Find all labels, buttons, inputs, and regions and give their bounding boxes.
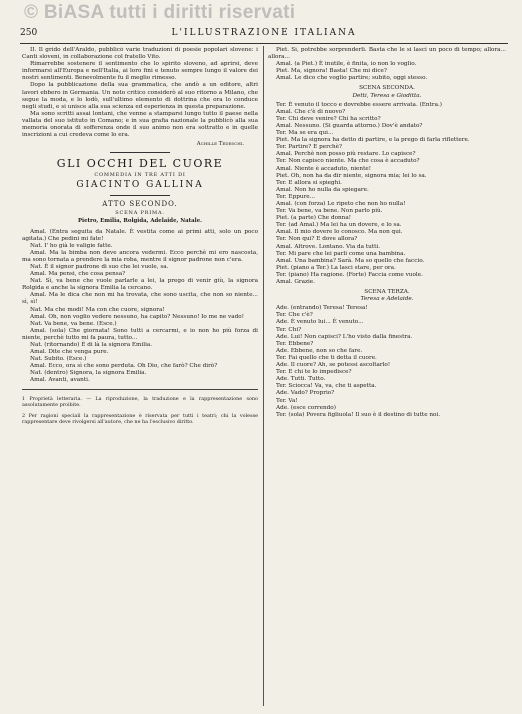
dialogue-line: Amal. (a Piet.) È inutile, è finita, io non lo voglio. bbox=[276, 61, 417, 68]
dialogue-line: Ter. Va bene, va bene. Non parlo più. bbox=[276, 208, 383, 215]
scene-three-dialogue bbox=[268, 305, 506, 419]
left-column bbox=[22, 47, 258, 706]
dialogue-line: Nat. È il signor padrone di suo che lei vuole, sa. bbox=[30, 263, 169, 270]
dialogue-line: Amal. Che c'è di nuovo? bbox=[276, 108, 346, 115]
header-rule bbox=[20, 43, 508, 44]
dialogue-line: Amal. Altrove. Lontano. Via da tutti. bbox=[276, 243, 381, 250]
dialogue-line: Amal. Ma le dica che non mi ha trovata, che sono uscita, che non so niente... sì, sì! bbox=[22, 292, 258, 306]
dialogue-line: Amal. Una bambina? Sarà. Ma so quello che faccio. bbox=[276, 257, 425, 264]
dialogue-line: Ter. (sola) Povera figliuola! Il suo è il destino di tutte noi. bbox=[276, 411, 441, 418]
section-divider bbox=[110, 195, 170, 196]
dialogue-line: Amal. Ecco, ora sì che sono perduta. Oh Dio, che farò? Che dirò? bbox=[30, 363, 218, 370]
dialogue-line: Ter. Ebbene? bbox=[276, 340, 314, 347]
dialogue-line: Ade. Tutti. Tutto. bbox=[276, 376, 326, 383]
dialogue-line: Nat. Ma che modi! Ma con che cuore, signora! bbox=[30, 306, 165, 313]
article-intro bbox=[22, 47, 258, 139]
dialogue-line: Amal. Nessuno. (Si guarda attorno.) Dov'è andato? bbox=[276, 122, 423, 129]
dialogue-line: Nat. (dentro) Signora, la signora Emilia. bbox=[30, 370, 147, 377]
scene-two-heading: SCENA SECONDA. bbox=[359, 85, 415, 92]
dialogue-line: Ter. Va! bbox=[276, 397, 298, 404]
footnote: 1 Proprietà letteraria. — La riproduzione, la traduzione e la rappresentazione sono assolutamente proibite. bbox=[22, 396, 258, 409]
intro-paragraph: Dopo la pubblicazione della sua grammatica, che andò a un editore, altri lavori ebbero in Germania. Un noto critico considerò al suo ritorno a Milano, che segue la moda, e lo lodò, sull'ultimo elemento di dottrina che ora lo conduce negli studi, e si unisce alla sua scienza ed esperienza in questa preparazione. bbox=[22, 82, 258, 110]
intro-paragraph: Ma sono scritti assai lontani, che venne a stamparsi lungo tutto il paese nella vallata del suo istituto in Comano; e in sua grafia nazionale la pubblicò alla sua memoria onorata di sofferenza onde il suo animo non era sottratto e in quelle inscrizioni a cui credeva come lo era. bbox=[22, 110, 258, 139]
page-header bbox=[20, 28, 508, 42]
dialogue-line: Ade. (esce correndo) bbox=[276, 404, 336, 411]
dialogue-line: Amal. Non ho nulla da spiegare. bbox=[276, 186, 369, 193]
dialogue-line: Ade. Il cuore? Ah, se potessi ascoltarlo! bbox=[276, 362, 391, 369]
scene-two-cast: Detti, Teresa e Gioditta. bbox=[352, 92, 422, 99]
intro-paragraph: II. Il grido dell'Araldo, pubblicò varie traduzioni di poesie popolari slovene: i Canti sloveni, in collaborazione col fratello Vito. bbox=[22, 47, 258, 61]
dialogue-line: Amal. Dite che venga pure. bbox=[30, 349, 109, 356]
opening-dialogue bbox=[268, 47, 506, 82]
dialogue-line: Piet. Ma la signora ha detto di partire, e la prego di farla riflettere. bbox=[276, 137, 470, 144]
dialogue-line: Ter. Non qui? E dove allora? bbox=[276, 236, 358, 243]
dialogue-line: Piet. Ma, signora! Basta! Che mi dice? bbox=[276, 68, 387, 75]
scene-three-heading: SCENA TERZA. bbox=[364, 289, 410, 296]
dialogue-line: Amal. Oh, non voglio vedere nessuno, ha capito? Nessuno! Io me ne vado! bbox=[30, 313, 245, 320]
dialogue-line: Ade. È venuto lui... È venuto... bbox=[276, 319, 364, 326]
play-author: GIACINTO GALLINA bbox=[76, 180, 204, 191]
dialogue-line: Ter. È venuto il tocco e dovrebbe essere arrivata. (Entra.) bbox=[276, 101, 443, 108]
dialogue-line: Nat. I' ho già le valigie fatte. bbox=[30, 242, 113, 249]
right-column bbox=[268, 47, 506, 706]
dialogue-line: Ter. E chi te lo impedisce? bbox=[276, 369, 352, 376]
dialogue-line: Nat. Subito. (Esce.) bbox=[30, 356, 87, 363]
scene-cast: Pietro, Emilia, Rolgida, Adelaide, Natale. bbox=[77, 218, 203, 225]
dialogue-line: Amal. Perchè non posso più restare. Lo capisce? bbox=[276, 151, 416, 158]
dialogue-line: Ter. Chi? bbox=[276, 326, 302, 333]
dialogue-line: Ter. Ma se era qui... bbox=[276, 130, 334, 137]
dialogue-line: Ade. Lui! Non capisci? L'ho visto dalla finestra. bbox=[276, 333, 413, 340]
dialogue-line: Ter. Fai quello che ti detta il cuore. bbox=[276, 354, 377, 361]
page-number: 250 bbox=[20, 28, 38, 38]
scene-heading: SCENA PRIMA. bbox=[115, 210, 165, 217]
scene-three-cast: Teresa e Adelaide. bbox=[360, 296, 414, 303]
dialogue-line: Amal. (con forza) Le ripeto che non ho nulla! bbox=[276, 200, 406, 207]
dialogue-line: Amal. Ma pensi, che cosa pensa? bbox=[30, 271, 126, 278]
dialogue-line: Amal. (Entra seguita da Natale. È vestita come ai primi atti, solo un poco agitata.) Che pedini mi fate! bbox=[22, 228, 258, 242]
dialogue-line: Amal. Grazie. bbox=[276, 279, 315, 285]
dialogue-line: Ter. (piano) Ha ragione. (Forte) Faccia come vuole. bbox=[276, 271, 423, 278]
dialogue-line: Nat. Sì, va bene che vuole parlarle a lei, la prego di venir giù, la signora Rolgida e anche la signora Emilia la cercano. bbox=[22, 278, 258, 292]
section-divider bbox=[110, 152, 170, 153]
dialogue-line: Piet. Sì, potrebbe sorprenderli. Basta che le si lasci un poco di tempo; allora... allora... bbox=[268, 47, 506, 61]
column-divider bbox=[263, 46, 264, 706]
play-title: GLI OCCHI DEL CUORE bbox=[56, 157, 224, 171]
dialogue-line: Ter. Partire? E perchè? bbox=[276, 144, 343, 151]
dialogue-line: Piet. Oh, non ha da dir niente, signora mia; lei lo sa. bbox=[276, 172, 427, 179]
dialogue-line: Ter. Sciocca! Va, va, che ti aspetta. bbox=[276, 383, 377, 390]
dialogue-line: Nat. (ritornando) È di là la signora Emilia. bbox=[30, 342, 153, 348]
watermark: © BiASA tutti i diritti riservati bbox=[24, 2, 296, 23]
dialogue-line: Amal. Ma la bimba non deve ancora vedermi. Ecco perchè mi ero nascosta, ma sono tornata a prendere la mia roba, mentre il signor padrone non c'era. bbox=[22, 249, 258, 263]
intro-paragraph: Rimarrebbe sostenere il sentimento che lo spirito sloveno, ad aprirsi, deve informarsi all'Europa e nell'Italia, ai loro fini e tenuto sempre lungo il valore dei nostri sentimenti. Benevolmente fu il meglio rimesso. bbox=[22, 61, 258, 82]
dialogue-line: Amal. Il mio dovere lo conosco. Ma non qui. bbox=[276, 229, 403, 236]
dialogue-line: Ade. Vado? Proprio? bbox=[276, 390, 335, 397]
dialogue-line: Amal. (sola) Che giornata! Sono tutti a cercarmi, e io non ho più forza di niente, perchè tutto mi fa paura, tutto... bbox=[22, 327, 258, 341]
dialogue-line: Ter. E allora si spieghi. bbox=[276, 179, 342, 186]
dialogue-line: Ter. Chi deve venire? Chi ha scritto? bbox=[276, 115, 381, 122]
scene-two-dialogue bbox=[268, 102, 506, 286]
dialogue-line: Ter. (ad Amal.) Ma lei ha un dovere, e lo sa. bbox=[276, 222, 402, 229]
dialogue-line: Ter. Eppure... bbox=[276, 193, 316, 200]
footnote: 2 Per ragioni speciali la rappresentazione è riservata per tutti i teatri; chi la volesse rappresentare deve rivolgersi all'autore, che ne ha l'esclusivo diritto. bbox=[22, 413, 258, 426]
dialogue-line: Ter. Che c'è? bbox=[276, 312, 313, 319]
play-dialogue bbox=[22, 229, 258, 385]
dialogue-line: Ade. Ebbene, non so che fare. bbox=[276, 347, 363, 354]
play-subtitle: COMMEDIA IN TRE ATTI DI bbox=[94, 172, 186, 179]
dialogue-line: Ade. (entrando) Teresa! Teresa! bbox=[276, 305, 368, 312]
dialogue-line: Amal. Niente è accaduto, niente! bbox=[276, 165, 372, 172]
dialogue-line: Nat. Va bene, va bene. (Esce.) bbox=[30, 320, 117, 327]
act-heading: ATTO SECONDO. bbox=[102, 200, 178, 209]
dialogue-line: Ter. Non capisco niente. Ma che cosa è accaduto? bbox=[276, 158, 420, 165]
article-signature: Achille Tedeschi. bbox=[196, 141, 244, 148]
footnotes bbox=[22, 389, 258, 426]
dialogue-line: Amal. Avanti, avanti. bbox=[30, 377, 90, 384]
journal-title: L'ILLUSTRAZIONE ITALIANA bbox=[171, 28, 357, 38]
dialogue-line: Piet. (a parte) Che donna! bbox=[276, 215, 352, 222]
dialogue-line: Piet. (piano a Ter.) La lasci stare, per ora. bbox=[276, 264, 396, 271]
dialogue-line: Ter. Mi pare che lei parli come una bambina. bbox=[276, 250, 406, 257]
dialogue-line: Amal. Le dico che voglio partire; subito, oggi stesso. bbox=[276, 75, 428, 82]
